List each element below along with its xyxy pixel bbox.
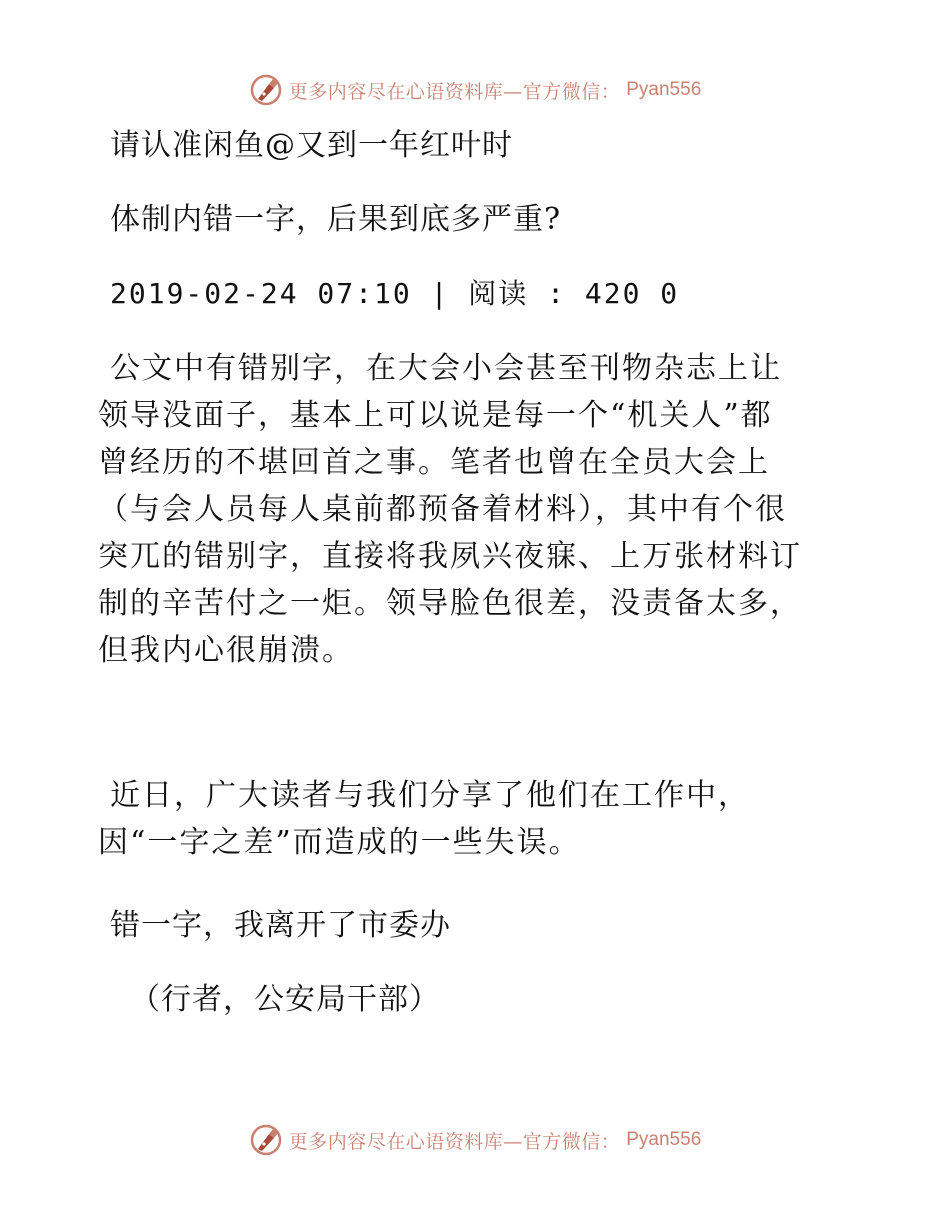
paragraph-line: 近日，广大读者与我们分享了他们在工作中， xyxy=(110,778,750,813)
article-meta: 2019-02-24 07:10 | 阅读 : 420 0 xyxy=(110,277,680,310)
watermark-wechat-id: Pyan556 xyxy=(626,79,702,100)
paragraph-intro xyxy=(98,345,858,674)
paragraph-line: 但我内心很崩溃。 xyxy=(98,633,354,668)
paragraph-line: 因“一字之差”而造成的一些失误。 xyxy=(98,825,581,860)
author-byline: （行者，公安局干部） xyxy=(130,982,440,1017)
footer-watermark xyxy=(0,1120,950,1160)
paragraph-line: 公文中有错别字，在大会小会甚至刊物杂志上让 xyxy=(110,351,782,386)
pen-nib-icon xyxy=(249,73,283,107)
paragraph-line: 制的辛苦付之一炬。领导脸色很差，没责备太多， xyxy=(98,586,802,621)
section-heading: 错一字，我离开了市委办 xyxy=(110,908,451,943)
pen-nib-icon xyxy=(249,1123,283,1157)
watermark-text: 更多内容尽在心语资料库—官方微信： xyxy=(288,80,621,103)
paragraph-readers xyxy=(98,772,858,866)
watermark-text: 更多内容尽在心语资料库—官方微信： xyxy=(288,1130,621,1153)
header-watermark xyxy=(0,70,950,110)
paragraph-line: （与会人员每人桌前都预备着材料），其中有个很 xyxy=(98,492,787,527)
paragraph-line: 突兀的错别字，直接将我夙兴夜寐、上万张材料订 xyxy=(98,539,802,574)
article-title: 体制内错一字，后果到底多严重? xyxy=(110,202,562,237)
paragraph-line: 领导没面子，基本上可以说是每一个“机关人”都 xyxy=(98,398,773,433)
paragraph-line: 曾经历的不堪回首之事。笔者也曾在全员大会上 xyxy=(98,445,770,480)
notice-line: 请认准闲鱼@又到一年红叶时 xyxy=(110,128,513,163)
watermark-wechat-id: Pyan556 xyxy=(626,1129,702,1150)
